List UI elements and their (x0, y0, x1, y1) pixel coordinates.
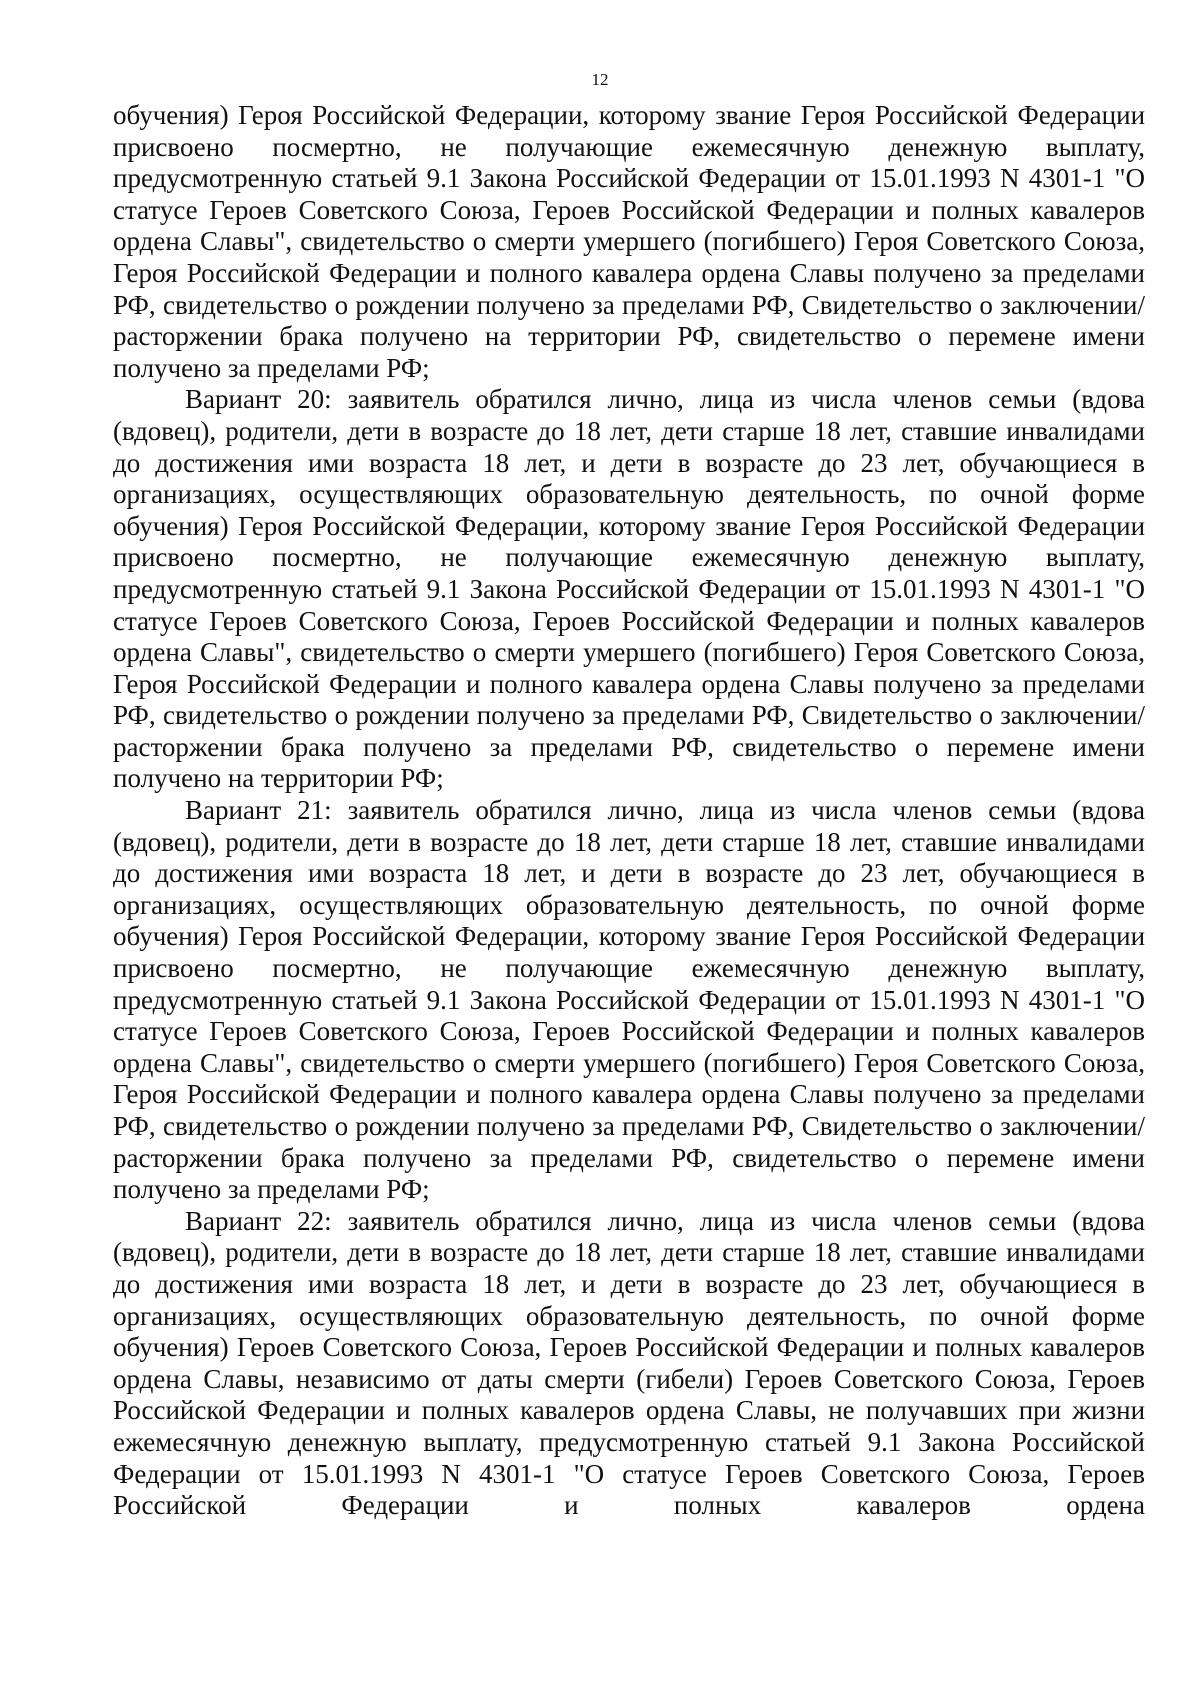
text-line: кавалеров ордена Славы", свидетельство о смерти умершего (погибшего) Героя (113, 1016, 1145, 1078)
text-line: кавалеров ордена Славы", свидетельство о смерти умершего (погибшего) Героя (113, 194, 1145, 257)
text-line: обучения) Героя Российской Федерации, которому звание Героя Российской (113, 510, 1008, 541)
text-line: свидетельство о перемене имени получено за пределами РФ; (113, 321, 1145, 383)
paragraph-variant-22 (113, 1206, 1145, 1522)
text-line: (вдовец), родители, дети в возрасте до 18 лет, дети старше 18 лет, ставшие инвалидами (113, 826, 1145, 857)
text-line: Федерации присвоено посмертно, не получающие ежемесячную денежную выплату, (113, 921, 1146, 984)
document-body (113, 100, 1145, 1522)
text-line: Вариант 21: заявитель обратился лично, лица из числа членов семьи (вдова (185, 795, 1145, 826)
text-line: (вдовец), родители, дети в возрасте до 18 лет, дети старше 18 лет, ставшие инвалидами (113, 415, 1145, 446)
text-line: получено за пределами РФ, свидетельство о рождении получено за пределами РФ, (113, 668, 1145, 731)
text-line: до достижения ими возраста 18 лет, и дети в возрасте до 23 лет, обучающиеся в (113, 447, 1145, 478)
page-number: 12 (591, 70, 609, 89)
paragraph-variant-21 (113, 795, 1145, 1206)
text-line: получавших при жизни ежемесячную денежную выплату, предусмотренную статьей (113, 1395, 1146, 1457)
text-line: до достижения ими возраста 18 лет, и дети в возрасте до 23 лет, обучающиеся в (113, 1268, 1145, 1299)
text-line: получено за пределами РФ, свидетельство о рождении получено за пределами РФ, (113, 257, 1145, 320)
text-line: Свидетельство о заключении/расторжении брака получено за пределами РФ, (113, 700, 1146, 762)
text-line: организациях, осуществляющих образовательную деятельность, по очной форме (113, 479, 1145, 510)
text-line: Вариант 22: заявитель обратился лично, лица из числа членов семьи (вдова (185, 1205, 1145, 1236)
text-line: свидетельство о перемене имени получено на территории РФ; (113, 731, 1145, 794)
text-line: "О статусе Героев Советского Союза, Героев Российской Федерации и полных (113, 573, 1146, 636)
text-line: свидетельство о перемене имени получено за пределами РФ; (113, 1142, 1145, 1205)
text-line: Советского Союза, Героя Российской Федерации и полного кавалера ордена Славы (113, 1047, 1145, 1110)
text-line: Свидетельство о заключении/расторжении брака получено за пределами РФ, (113, 1111, 1146, 1173)
paragraph-variant-20 (113, 384, 1145, 795)
text-line: "О статусе Героев Советского Союза, Героев Российской Федерации и полных (113, 163, 1146, 225)
text-line: обучения) Героя Российской Федерации, которому звание Героя Российской (113, 921, 1008, 952)
paragraph-continuation (113, 100, 1145, 384)
text-line: Союза, Героев Российской Федерации и полных кавалеров ордена Славы, не (113, 1363, 1145, 1426)
text-line: Федерации присвоено посмертно, не получающие ежемесячную денежную выплату, (113, 510, 1146, 573)
text-line: Вариант 20: заявитель обратился лично, лица из числа членов семьи (вдова (185, 384, 1145, 415)
text-line: организациях, осуществляющих образовательную деятельность, по очной форме (113, 889, 1145, 920)
text-line: Советского Союза, Героя Российской Федерации и полного кавалера ордена Славы (113, 226, 1145, 288)
text-line: предусмотренную статьей 9.1 Закона Российской Федерации от 15.01.1993 N 4301-1 (113, 573, 1106, 604)
text-line: организациях, осуществляющих образовательную деятельность, по очной форме (113, 1300, 1145, 1331)
text-line: Советского Союза, Героев Российской Федерации и полных кавалеров ордена (113, 1458, 1146, 1521)
text-line: 9.1 Закона Российской Федерации от 15.01.1993 N 4301-1 "О статусе Героев (113, 1426, 1145, 1489)
text-line: Свидетельство о заключении/расторжении брака получено на территории РФ, (113, 289, 1146, 352)
text-line: "О статусе Героев Советского Союза, Героев Российской Федерации и полных (113, 984, 1146, 1047)
text-line: кавалеров ордена Славы", свидетельство о смерти умершего (погибшего) Героя (113, 605, 1145, 668)
text-line: обучения) Героя Российской Федерации, которому звание Героя Российской (113, 100, 1008, 130)
text-line: предусмотренную статьей 9.1 Закона Российской Федерации от 15.01.1993 N 4301-1 (113, 163, 1106, 194)
text-line: Федерации присвоено посмертно, не получающие ежемесячную денежную выплату, (113, 100, 1146, 162)
text-line: предусмотренную статьей 9.1 Закона Российской Федерации от 15.01.1993 N 4301-1 (113, 984, 1106, 1015)
text-line: (вдовец), родители, дети в возрасте до 18 лет, дети старше 18 лет, ставшие инвалидами (113, 1237, 1145, 1268)
text-line: до достижения ими возраста 18 лет, и дети в возрасте до 23 лет, обучающиеся в (113, 858, 1145, 889)
text-line: Советского Союза, Героя Российской Федерации и полного кавалера ордена Славы (113, 637, 1145, 699)
text-line: обучения) Героев Советского Союза, Героев Российской Федерации и полных (113, 1332, 1023, 1363)
text-line: получено за пределами РФ, свидетельство о рождении получено за пределами РФ, (113, 1079, 1145, 1141)
text-line: кавалеров ордена Славы, независимо от даты смерти (гибели) Героев Советского (113, 1332, 1145, 1394)
